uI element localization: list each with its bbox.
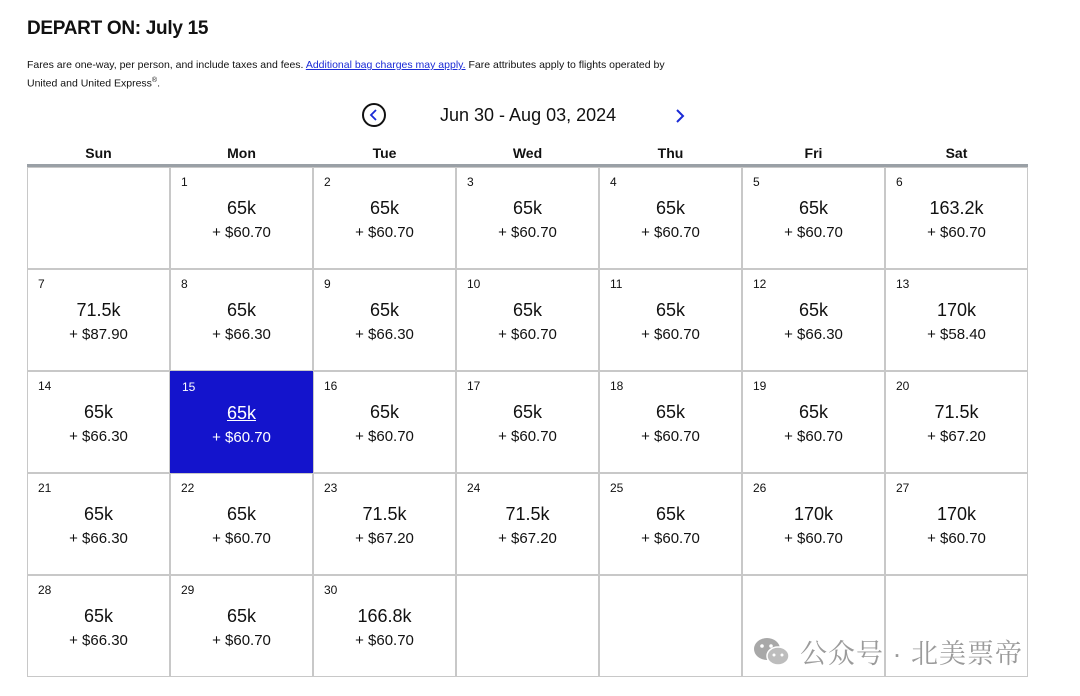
miles-price: 65k [369,300,400,320]
tax-fee: + $60.70 [355,632,414,649]
date-range-nav [0,100,1080,134]
previous-range-button[interactable] [362,103,386,127]
tax-fee: + $60.70 [641,224,700,241]
calendar-day-cell[interactable] [885,167,1028,269]
fare-disclaimer [27,58,667,92]
calendar-day-cell[interactable] [599,269,742,371]
calendar-day-cell[interactable] [885,371,1028,473]
weekday-label: Sun [85,145,112,161]
day-number: 20 [896,379,910,393]
miles-price: 65k [369,198,400,218]
miles-price: 166.8k [357,606,412,626]
tax-fee: + $66.30 [69,632,128,649]
tax-fee: + $60.70 [498,428,557,445]
tax-fee: + $60.70 [641,326,700,343]
miles-price: 65k [83,402,114,422]
calendar-day-cell[interactable] [313,167,456,269]
weekday-label: Mon [227,145,256,161]
calendar-day-cell[interactable] [170,371,313,473]
miles-price: 65k [798,402,829,422]
calendar-day-cell[interactable] [27,371,170,473]
tax-fee: + $67.20 [498,530,557,547]
date-range-label: Jun 30 - Aug 03, 2024 [440,105,617,125]
miles-price: 65k [226,300,257,320]
calendar-day-cell[interactable] [170,269,313,371]
day-number: 27 [896,481,910,495]
calendar-day-cell[interactable] [170,575,313,677]
day-number: 25 [610,481,624,495]
miles-price: 65k [83,606,114,626]
calendar-day-cell[interactable] [885,269,1028,371]
disclaimer-text-2: Fare attributes apply to flights operated by United and United Express [27,59,665,90]
weekday-label: Wed [512,145,543,161]
tax-fee: + $67.20 [927,428,986,445]
day-number: 22 [181,481,195,495]
weekday-label: Tue [372,145,397,161]
miles-price: 65k [226,606,257,626]
tax-fee: + $60.70 [355,224,414,241]
tax-fee: + $66.30 [784,326,843,343]
day-number: 28 [38,583,52,597]
tax-fee: + $60.70 [641,530,700,547]
weekday-label: Thu [657,145,684,161]
day-number: 10 [467,277,481,291]
tax-fee: + $67.20 [355,530,414,547]
calendar-empty-cell [599,575,742,677]
calendar-day-cell[interactable] [456,269,599,371]
day-number: 26 [753,481,767,495]
day-number: 21 [38,481,52,495]
tax-fee: + $60.70 [784,224,843,241]
tax-fee: + $60.70 [498,224,557,241]
calendar-day-cell[interactable] [170,473,313,575]
tax-fee: + $60.70 [784,428,843,445]
weekday-label: Fri [804,145,823,161]
watermark [752,632,1023,671]
miles-price: 65k [512,300,543,320]
day-number: 23 [324,481,338,495]
chevron-left-icon [368,109,380,121]
miles-price: 170k [936,504,977,524]
miles-price: 65k [226,198,257,218]
calendar-day-cell[interactable] [456,473,599,575]
tax-fee: + $66.30 [69,428,128,445]
weekday-header [27,145,1028,161]
day-number: 12 [753,277,767,291]
miles-price: 170k [936,300,977,320]
calendar-day-cell[interactable] [27,269,170,371]
calendar-day-cell[interactable] [313,371,456,473]
miles-price: 65k [369,402,400,422]
next-range-button[interactable] [670,105,690,127]
day-number: 15 [182,380,196,394]
day-number: 8 [181,277,188,291]
tax-fee: + $66.30 [212,326,271,343]
tax-fee: + $66.30 [69,530,128,547]
calendar-day-cell[interactable] [456,371,599,473]
calendar-day-cell[interactable] [742,371,885,473]
miles-price: 65k [655,198,686,218]
tax-fee: + $60.70 [641,428,700,445]
tax-fee: + $87.90 [69,326,128,343]
calendar-day-cell[interactable] [27,575,170,677]
miles-price: 71.5k [362,504,407,524]
disclaimer-end: . [157,77,160,90]
day-number: 16 [324,379,338,393]
miles-price: 65k [83,504,114,524]
tax-fee: + $60.70 [212,530,271,547]
tax-fee: + $60.70 [784,530,843,547]
wechat-icon [752,636,792,668]
miles-price: 71.5k [934,402,979,422]
miles-price: 65k [655,402,686,422]
day-number: 30 [324,583,338,597]
tax-fee: + $60.70 [212,632,271,649]
watermark-text: 公众号 · 北美票帝 [800,639,1023,669]
day-number: 5 [753,175,760,189]
day-number: 3 [467,175,474,189]
calendar-day-cell[interactable] [599,371,742,473]
miles-price: 65k [512,198,543,218]
calendar-day-cell[interactable] [313,269,456,371]
miles-price: 65k [798,300,829,320]
calendar-empty-cell [27,167,170,269]
day-number: 7 [38,277,45,291]
day-number: 6 [896,175,903,189]
tax-fee: + $60.70 [498,326,557,343]
miles-price: 170k [793,504,834,524]
disclaimer-text: Fares are one-way, per person, and include taxes and fees. [27,59,306,71]
calendar-day-cell[interactable] [456,167,599,269]
calendar-day-cell[interactable] [742,473,885,575]
calendar-day-cell[interactable] [742,167,885,269]
calendar-empty-cell [456,575,599,677]
tax-fee: + $60.70 [355,428,414,445]
tax-fee: + $60.70 [212,224,271,241]
day-number: 4 [610,175,617,189]
calendar-day-cell[interactable] [313,473,456,575]
miles-price: 65k [226,504,257,524]
day-number: 29 [181,583,195,597]
day-number: 18 [610,379,624,393]
day-number: 11 [610,277,623,291]
miles-price: 65k [655,504,686,524]
calendar-day-cell[interactable] [599,473,742,575]
bag-charges-link[interactable]: Additional bag charges may apply. [305,59,466,71]
calendar-day-cell[interactable] [885,473,1028,575]
miles-price: 65k [655,300,686,320]
calendar-day-cell[interactable] [313,575,456,677]
calendar-day-cell[interactable] [27,473,170,575]
calendar-day-cell[interactable] [742,269,885,371]
day-number: 9 [324,277,331,291]
tax-fee: + $60.70 [927,530,986,547]
miles-price: 163.2k [929,198,984,218]
miles-price: 71.5k [505,504,550,524]
calendar-day-cell[interactable] [599,167,742,269]
registered-mark: ® [151,77,158,84]
tax-fee: + $60.70 [212,429,271,446]
fare-calendar-grid [27,167,1028,677]
miles-price: 71.5k [76,300,121,320]
day-number: 2 [324,175,331,189]
day-number: 19 [753,379,767,393]
miles-price: 65k [226,403,257,423]
miles-price: 65k [798,198,829,218]
miles-price: 65k [512,402,543,422]
chevron-right-icon [674,108,686,124]
day-number: 14 [38,379,52,393]
day-number: 17 [467,379,481,393]
tax-fee: + $66.30 [355,326,414,343]
day-number: 24 [467,481,481,495]
day-number: 13 [896,277,910,291]
day-number: 1 [181,175,188,189]
tax-fee: + $60.70 [927,224,986,241]
calendar-day-cell[interactable] [170,167,313,269]
page-title: DEPART ON: July 15 [27,18,209,39]
tax-fee: + $58.40 [927,326,986,343]
weekday-label: Sat [945,145,968,161]
